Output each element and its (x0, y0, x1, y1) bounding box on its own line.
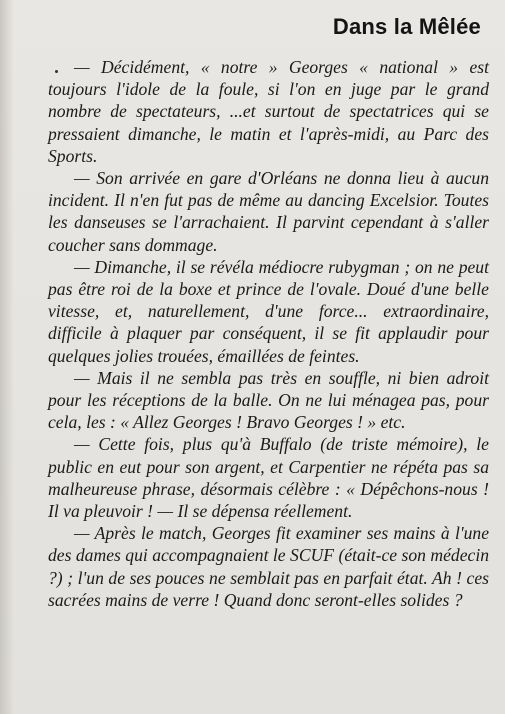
print-speck (55, 70, 58, 73)
paragraph-1: — Décidément, « notre » Georges « national » est toujours l'idole de la foule, si l'on en juge par le grand nombre de spectateurs, ...et surtout de spectatrices qui se pressaient dimanche, le matin et l'après-midi, au Parc des Sports. (48, 57, 489, 166)
paragraph-5: — Cette fois, plus qu'à Buffalo (de triste mémoire), le public en eut pour son argent, et Carpentier ne répéta pas sa malheureuse phrase, désormais célèbre : « Dépêchons-nous ! Il va pleuvoir ! — Il se dépensa réellement. (48, 434, 489, 522)
title-row (48, 14, 481, 40)
paragraph-2: — Son arrivée en gare d'Orléans ne donna lieu à aucun incident. Il n'en fut pas de même au dancing Excelsior. Toutes les danseuses se l'arrachaient. Il parvint cependant à s'aller coucher sans dommage. (48, 168, 489, 255)
article-body (48, 56, 489, 611)
page-edge-shadow (0, 0, 14, 714)
paragraph-6: — Après le match, Georges fit examiner ses mains à l'une des dames qui accompagnaient le SCUF (était-ce son médecin ?) ; l'un de ses pouces ne semblait pas en parfait état. Ah ! ces sacrées mains de verre ! Quand donc seront-elles solides ? (48, 523, 489, 610)
paragraph-4: — Mais il ne sembla pas très en souffle, ni bien adroit pour les réceptions de la balle. On ne lui ménagea pas, pour cela, les : « Allez Georges ! Bravo Georges ! » etc. (48, 367, 489, 433)
article-title: Dans la Mêlée (332, 14, 481, 39)
paragraph-3: — Dimanche, il se révéla médiocre rubygman ; on ne peut pas être roi de la boxe et prince de l'ovale. Doué d'une belle vitesse, et, naturellement, d'une force... extraordinaire, difficile à plaquer par conséquent, il se fit applaudir pour quelques jolies trouées, émaillées de feintes. (48, 256, 489, 366)
